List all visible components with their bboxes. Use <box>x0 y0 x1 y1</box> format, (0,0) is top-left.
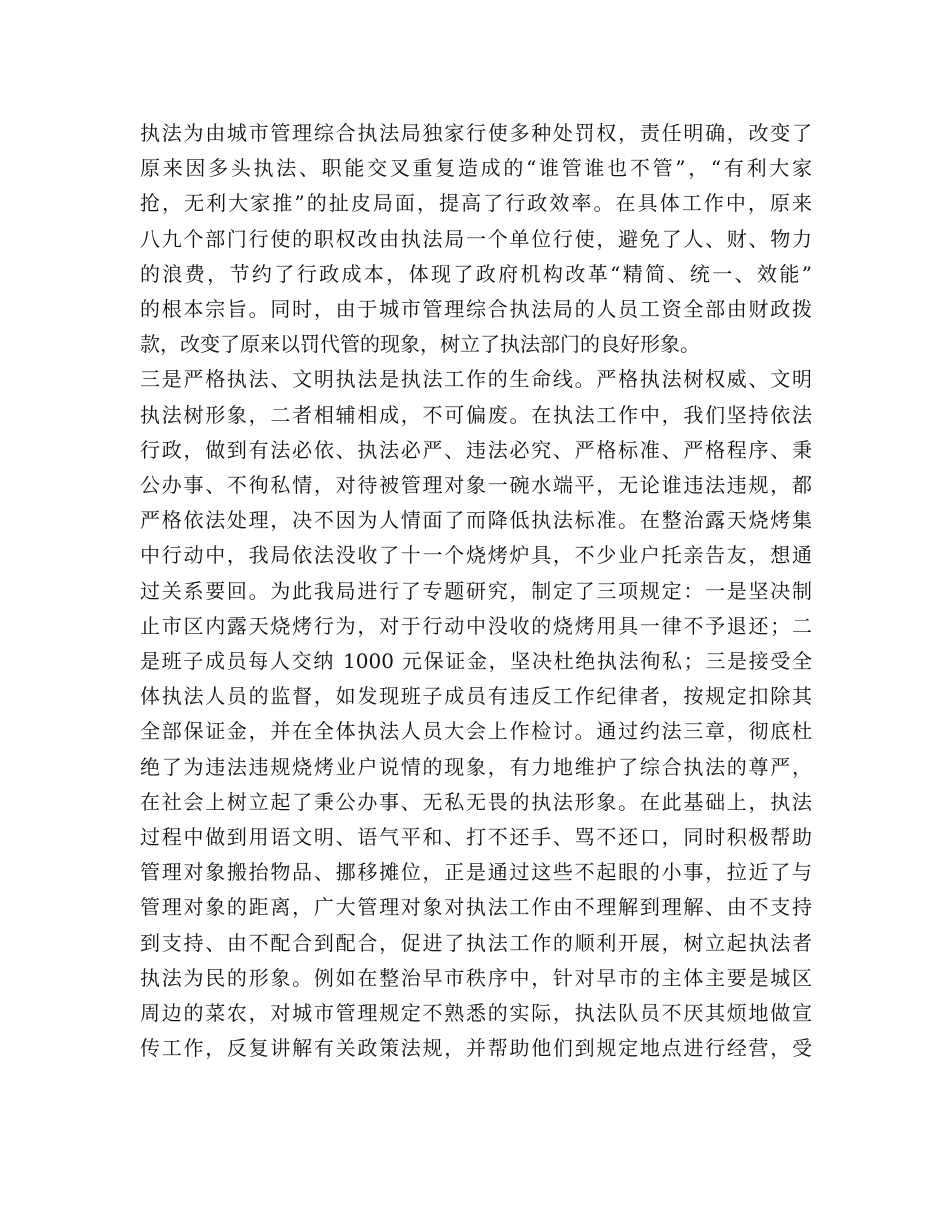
text-line: 八九个部门行使的职权改由执法局一个单位行使，避免了人、财、物力 <box>140 226 812 251</box>
text-line: 原来因多头执法、职能交叉重复造成的“谁管谁也不管”，“有利大家 <box>140 156 812 181</box>
text-line: 公办事、不徇私情，对待被管理对象一碗水端平，无论谁违法违规，都 <box>140 473 812 498</box>
text-line: 行政，做到有法必依、执法必严、违法必究、严格标准、严格程序、秉 <box>140 437 812 462</box>
text-line: 在社会上树立起了秉公办事、无私无畏的执法形象。在此基础上，执法 <box>140 789 812 814</box>
document-body <box>140 116 812 1066</box>
text-line: 到支持、由不配合到配合，促进了执法工作的顺利开展，树立起执法者 <box>140 930 812 955</box>
text-line: 是班子成员每人交纳 1000 元保证金，坚决杜绝执法徇私；三是接受全 <box>140 649 812 674</box>
text-line: 款，改变了原来以罚代管的现象，树立了执法部门的良好形象。 <box>140 332 700 357</box>
text-line: 管理对象搬抬物品、挪移摊位，正是通过这些不起眼的小事，拉近了与 <box>140 860 812 885</box>
text-line: 的浪费，节约了行政成本，体现了政府机构改革“精简、统一、效能” <box>140 261 812 286</box>
text-line: 执法为由城市管理综合执法局独家行使多种处罚权，责任明确，改变了 <box>140 121 812 145</box>
text-line: 执法为民的形象。例如在整治早市秩序中，针对早市的主体主要是城区 <box>140 965 812 990</box>
text-line: 止市区内露天烧烤行为，对于行动中没收的烧烤用具一律不予退还；二 <box>140 613 812 638</box>
text-line: 的根本宗旨。同时，由于城市管理综合执法局的人员工资全部由财政拨 <box>140 297 812 322</box>
text-line: 三是严格执法、文明执法是执法工作的生命线。严格执法树权威、文明 <box>140 367 812 392</box>
text-line: 管理对象的距离，广大管理对象对执法工作由不理解到理解、由不支持 <box>140 895 812 920</box>
text-line: 绝了为违法违规烧烤业户说情的现象，有力地维护了综合执法的尊严， <box>140 754 812 779</box>
text-line: 过关系要回。为此我局进行了专题研究，制定了三项规定：一是坚决制 <box>140 578 812 603</box>
text-line: 周边的菜农，对城市管理规定不熟悉的实际，执法队员不厌其烦地做宣 <box>140 1001 812 1026</box>
text-line: 中行动中，我局依法没收了十一个烧烤炉具，不少业户托亲告友，想通 <box>140 543 812 568</box>
text-line: 传工作，反复讲解有关政策法规，并帮助他们到规定地点进行经营，受 <box>140 1036 812 1061</box>
text-line: 抢，无利大家推”的扯皮局面，提高了行政效率。在具体工作中，原来 <box>140 191 812 216</box>
text-line: 严格依法处理，决不因为人情面了而降低执法标准。在整治露天烧烤集 <box>140 508 812 533</box>
text-line: 全部保证金，并在全体执法人员大会上作检讨。通过约法三章，彻底杜 <box>140 719 812 744</box>
text-line: 执法树形象，二者相辅相成，不可偏废。在执法工作中，我们坚持依法 <box>140 402 812 427</box>
text-line: 过程中做到用语文明、语气平和、打不还手、骂不还口，同时积极帮助 <box>140 825 812 850</box>
text-line: 体执法人员的监督，如发现班子成员有违反工作纪律者，按规定扣除其 <box>140 684 812 709</box>
